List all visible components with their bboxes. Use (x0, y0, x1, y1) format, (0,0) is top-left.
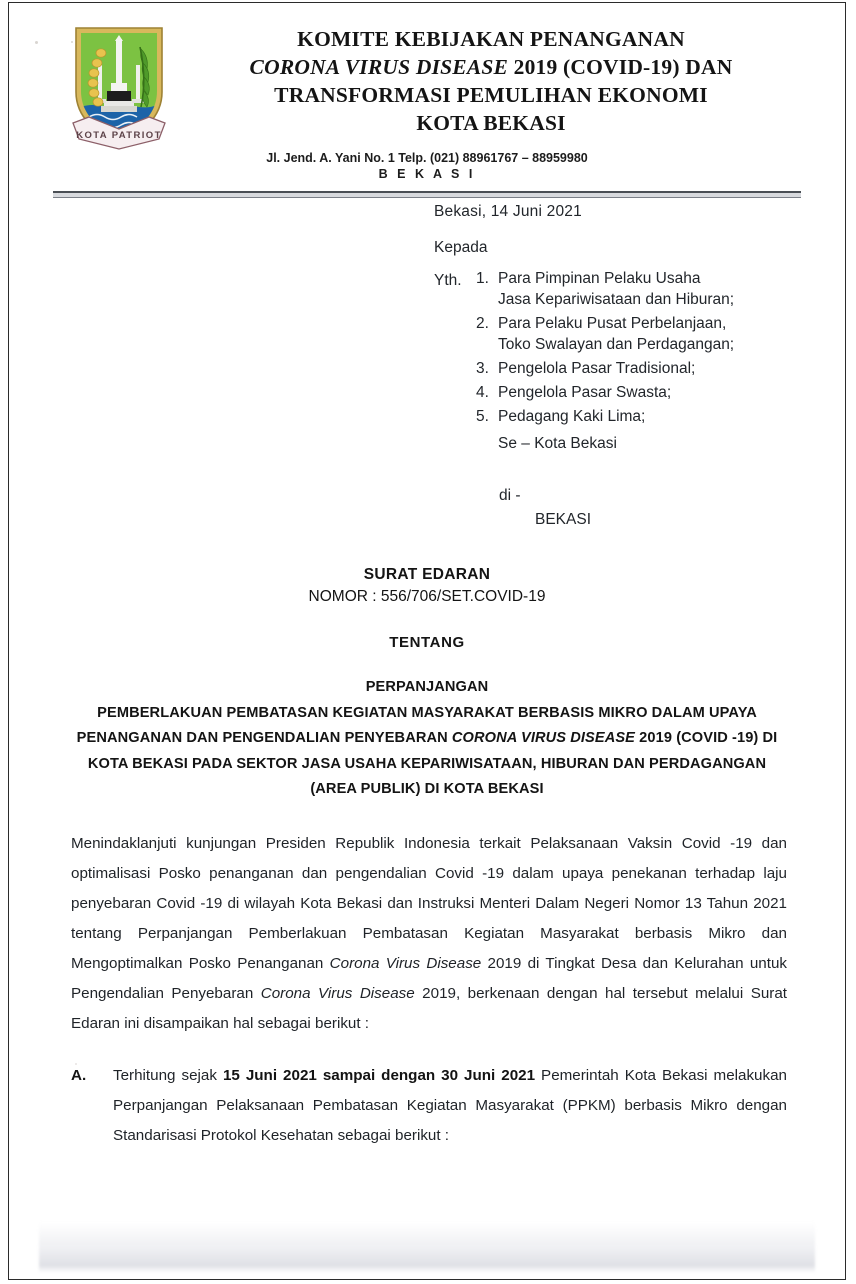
paper-surface (9, 3, 845, 1279)
item-a-part-1: Terhitung sejak (113, 1066, 223, 1084)
recipient-line: Jasa Kepariwisataan dan Hiburan; (498, 291, 735, 308)
recipient-number: 3. (476, 360, 489, 377)
subject-part-2: 2019 (COVID -19) DI KOTA BEKASI PADA SEKTOR JASA USAHA KEPARIWISATAAN, HIBURAN DAN PERDAGANGAN (AREA PUBLIK) DI KOTA BEKASI (87, 730, 778, 797)
scanned-page (8, 2, 846, 1280)
tentang-heading: TENTANG (389, 634, 465, 651)
letterhead-city: B E K A S I (378, 167, 476, 181)
opening-part-2: 2019 di Tingkat Desa dan Kelurahan untuk Pengendalian Penyebaran (71, 954, 787, 1002)
letterhead-title-line-1: KOMITE KEBIJAKAN PENANGANAN (297, 27, 685, 51)
recipient-text: Pengelola Pasar Tradisional; (498, 360, 696, 377)
surat-edaran-heading: SURAT EDARAN (363, 566, 491, 583)
subject-first-line: PERPANJANGAN (365, 679, 489, 695)
opening-part-1: Menindaklanjuti kunjungan Presiden Republik Indonesia terkait Pelaksanaan Vaksin Covid -19 dan optimalisasi Posko penanganan dan pengendalian Covid -19 dalam upaya penekanan terhadap laju penyebaran Covid -19 di wilayah Kota Bekasi dan Instruksi Menteri Dalam Negeri Nomor 13 Tahun 2021 tentang Perpanjangan Pemberlakuan Pembatasan Kegiatan Masyarakat berbasis Mikro dan Mengoptimalkan Posko Penanganan (71, 834, 787, 972)
place-and-date: Bekasi, 14 Juni 2021 (434, 203, 582, 220)
document-title-block (9, 564, 845, 651)
recipients-row (434, 268, 845, 457)
recipient-number: 4. (476, 384, 489, 401)
opening-italic-1: Corona Virus Disease (329, 954, 482, 972)
letterhead-divider (53, 191, 801, 198)
di-city: BEKASI (535, 511, 591, 528)
address-block (434, 201, 845, 457)
letterhead-address: Jl. Jend. A. Yani No. 1 Telp. (021) 88961767 – 88959980 (266, 151, 588, 165)
subject-italic-1: CORONA VIRUS DISEASE (451, 730, 636, 746)
recipient-text: Pedagang Kaki Lima; (498, 408, 646, 425)
opening-paragraph (71, 829, 787, 1039)
recipient-scope: Se – Kota Bekasi (498, 435, 617, 452)
list-item (476, 382, 845, 403)
scan-speck (75, 1063, 77, 1065)
letterhead-title-line-4: KOTA BEKASI (416, 111, 566, 135)
list-item (476, 268, 845, 310)
document-number: NOMOR : 556/706/SET.COVID-19 (308, 588, 546, 605)
recipient-line: Para Pimpinan Pelaku Usaha (498, 270, 701, 287)
recipient-text (498, 313, 845, 355)
opening-part-3: 2019, berkenaan dengan hal tersebut melalui Surat Edaran ini disampaikan hal sebagai berikut : (71, 984, 788, 1032)
di-label: di - (499, 487, 521, 504)
letterhead-titles (159, 25, 823, 137)
document-subject (9, 675, 845, 803)
recipient-number: 2. (476, 315, 489, 332)
recipient-line: Para Pelaku Pusat Perbelanjaan, (498, 315, 727, 332)
letterhead-title-line-3: TRANSFORMASI PEMULIHAN EKONOMI (274, 83, 708, 107)
subject-part-1: PEMBERLAKUAN PEMBATASAN KEGIATAN MASYARAKAT BERBASIS MIKRO DALAM UPAYA PENANGANAN DAN PENGENDALIAN PENYEBARAN (76, 704, 757, 746)
scan-speck (71, 41, 73, 43)
item-a-bold-dates: 15 Juni 2021 sampai dengan 30 Juni 2021 (222, 1066, 536, 1084)
recipient-text (498, 268, 845, 310)
di-block (499, 484, 845, 532)
kepada-label: Kepada (434, 239, 488, 256)
emblem-motto-text: KOTA PATRIOT (76, 130, 162, 141)
bekasi-city-emblem-icon (67, 19, 171, 155)
letterhead-title-line-2 (159, 53, 823, 81)
item-text (113, 1061, 787, 1151)
list-item (476, 358, 845, 379)
letterhead-title-line-2-rest: 2019 (COVID-19) DAN (508, 55, 733, 79)
document-body (9, 829, 845, 1151)
recipient-line: Toko Swalayan dan Perdagangan; (498, 336, 735, 353)
recipient-text: Pengelola Pasar Swasta; (498, 384, 672, 401)
letterhead-title-italic: CORONA VIRUS DISEASE (249, 55, 509, 79)
recipient-number: 5. (476, 408, 489, 425)
list-item (476, 406, 845, 427)
recipient-number: 1. (476, 270, 489, 287)
list-item (476, 313, 845, 355)
scan-bleedthrough (39, 1221, 815, 1273)
item-letter: A. (71, 1066, 87, 1084)
scan-speck (35, 41, 38, 44)
body-item-a (71, 1061, 787, 1151)
list-item (476, 430, 845, 454)
letterhead (9, 3, 845, 181)
opening-italic-2: Corona Virus Disease (260, 984, 415, 1002)
yth-label: Yth. (434, 272, 462, 289)
item-a-part-2: Pemerintah Kota Bekasi melakukan Perpanjangan Pelaksanaan Pembatasan Kegiatan Masyarakat (PPKM) berbasis Mikro dengan Standarisasi Protokol Kesehatan sebagai berikut : (113, 1066, 787, 1144)
recipient-list (476, 268, 845, 457)
